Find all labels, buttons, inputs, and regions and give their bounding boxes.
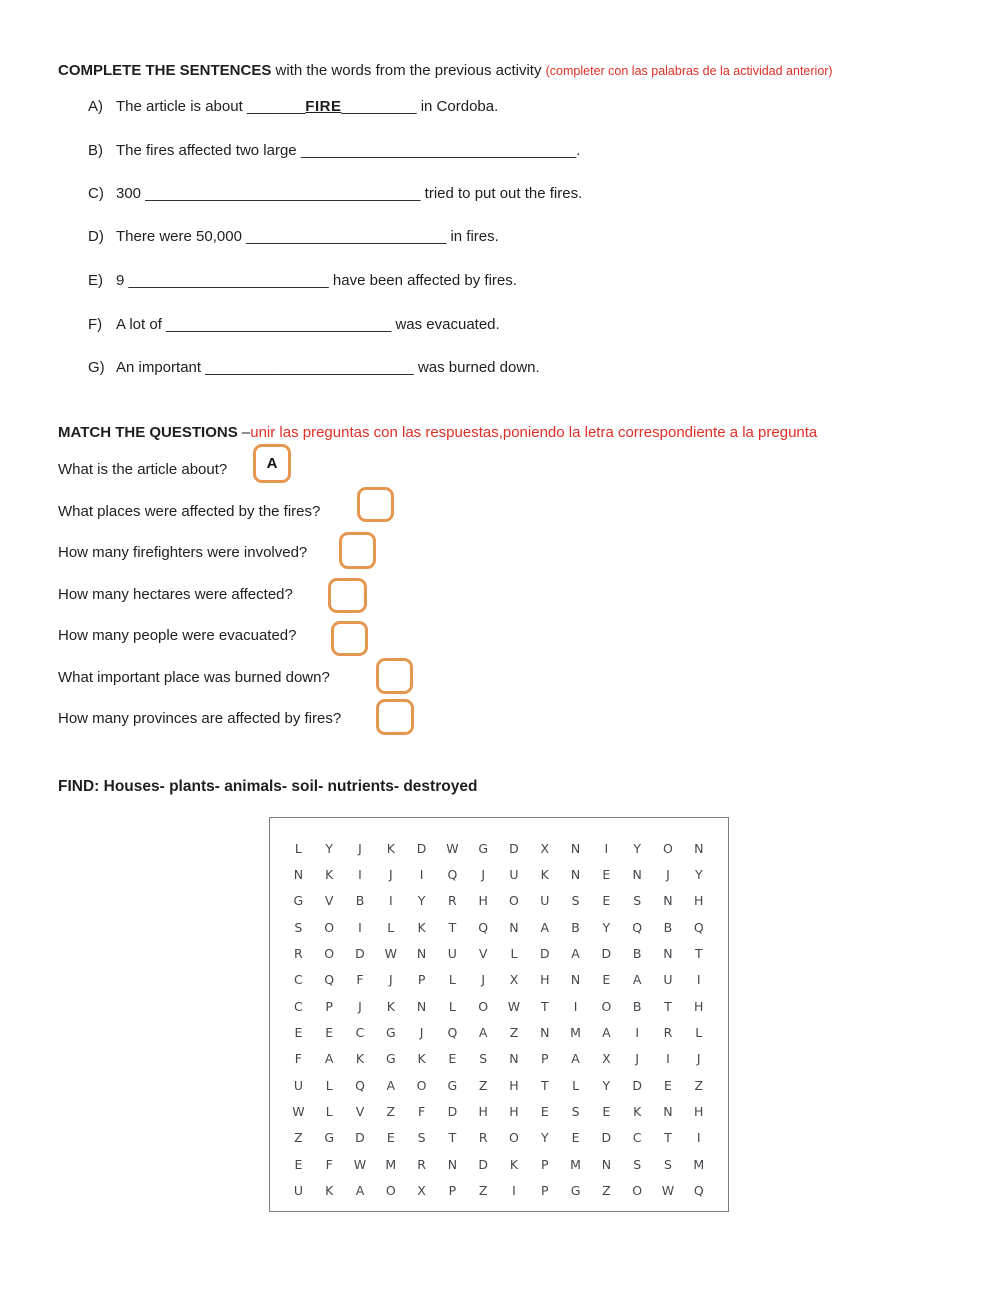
grid-cell[interactable]: S — [663, 1156, 672, 1172]
grid-cell[interactable]: E — [602, 893, 611, 909]
grid-cell[interactable]: Y — [417, 893, 426, 909]
item-text-before: There were 50,000 ________________________ — [116, 228, 447, 245]
answer-box-1[interactable] — [253, 444, 291, 483]
grid-cell[interactable]: R — [478, 1130, 488, 1146]
grid-cell[interactable]: O — [632, 1183, 643, 1199]
grid-cell[interactable]: Y — [602, 1077, 611, 1093]
grid-cell[interactable]: Y — [602, 919, 611, 935]
grid-cell[interactable]: O — [509, 893, 519, 909]
grid-cell[interactable]: T — [448, 919, 457, 935]
grid-cell[interactable]: T — [694, 946, 703, 962]
grid-cell[interactable]: I — [358, 919, 362, 935]
grid-cell[interactable]: Y — [633, 840, 641, 856]
question-text: How many firefighters were involved? — [58, 544, 308, 561]
grid-cell[interactable]: N — [416, 946, 427, 962]
item-text-before: The article is about _______ — [116, 98, 306, 115]
grid-cell[interactable]: S — [633, 893, 642, 909]
grid-cell[interactable]: W — [384, 946, 397, 962]
match-heading-spanish-note: unir las preguntas con las respuestas,poniendo la letra correspondiente a la pregunta — [250, 424, 818, 441]
grid-cell[interactable]: G — [478, 840, 489, 856]
grid-cell[interactable]: E — [386, 1130, 395, 1146]
grid-cell[interactable]: H — [509, 1104, 519, 1120]
grid-cell[interactable]: H — [694, 998, 704, 1014]
grid-cell[interactable]: X — [417, 1183, 426, 1199]
grid-cell[interactable]: J — [635, 1051, 639, 1067]
grid-cell[interactable]: Q — [693, 919, 704, 935]
grid-cell[interactable]: Q — [355, 1077, 365, 1093]
grid-cell[interactable]: F — [417, 1104, 426, 1120]
grid-cell[interactable]: Q — [632, 919, 643, 935]
grid-cell[interactable]: X — [509, 972, 519, 988]
grid-cell[interactable]: D — [478, 1156, 488, 1172]
item-text-after: in fires. — [446, 228, 499, 245]
grid-cell[interactable]: G — [570, 1183, 581, 1199]
grid-cell[interactable]: A — [632, 972, 642, 988]
question-5 — [58, 626, 296, 646]
grid-cell[interactable]: Y — [694, 867, 703, 883]
match-heading-bold: MATCH THE QUESTIONS — [58, 424, 242, 441]
grid-cell[interactable]: D — [355, 1130, 365, 1146]
question-4 — [58, 585, 293, 605]
complete-heading-bold: COMPLETE THE SENTENCES — [58, 62, 272, 79]
item-text-before: The fires affected two large _________________________________ — [116, 142, 577, 159]
item-letter: B) — [88, 142, 103, 159]
grid-cell[interactable]: E — [664, 1077, 672, 1093]
grid-cell[interactable]: I — [419, 867, 424, 883]
grid-cell[interactable]: X — [540, 840, 550, 856]
grid-cell[interactable]: G — [293, 893, 304, 909]
item-text-after: was burned down. — [413, 359, 540, 376]
item-letter: D) — [88, 228, 104, 245]
question-3 — [58, 543, 307, 563]
grid-cell[interactable]: T — [540, 998, 549, 1014]
grid-cell[interactable]: E — [294, 1156, 303, 1172]
complete-heading-rest: with the words from the previous activity — [271, 62, 546, 79]
grid-cell[interactable]: U — [663, 972, 673, 988]
grid-cell[interactable]: U — [447, 946, 457, 962]
grid-cell[interactable]: B — [355, 893, 365, 909]
wordsearch-box — [269, 817, 729, 1212]
grid-cell[interactable]: Q — [447, 867, 458, 883]
grid-cell[interactable]: Z — [478, 1183, 488, 1199]
answer-box-2[interactable] — [357, 487, 394, 522]
grid-cell[interactable]: K — [633, 1104, 642, 1120]
item-text-after: . — [576, 142, 581, 159]
grid-cell[interactable]: P — [541, 1051, 549, 1067]
sentence-item-e — [88, 271, 517, 291]
grid-cell[interactable]: N — [601, 1156, 612, 1172]
grid-cell[interactable]: W — [661, 1183, 675, 1199]
grid-cell[interactable]: S — [571, 893, 580, 909]
item-text-after: was evacuated. — [391, 316, 500, 333]
question-text: How many people were evacuated? — [58, 627, 297, 644]
grid-cell[interactable]: Z — [386, 1104, 396, 1120]
grid-cell[interactable]: R — [294, 946, 303, 962]
grid-cell[interactable]: Y — [540, 1130, 549, 1146]
grid-cell[interactable]: T — [540, 1077, 549, 1093]
grid-cell[interactable]: D — [632, 1077, 642, 1093]
grid-cell[interactable]: K — [540, 867, 549, 883]
grid-cell[interactable]: K — [355, 1051, 365, 1067]
grid-cell[interactable]: L — [448, 972, 456, 988]
sentence-item-b — [88, 141, 580, 161]
grid-cell[interactable]: J — [419, 1025, 424, 1041]
sentence-item-d — [88, 227, 499, 247]
grid-cell[interactable]: Z — [478, 1077, 488, 1093]
grid-cell[interactable]: K — [417, 1051, 426, 1067]
grid-cell[interactable]: G — [324, 1130, 335, 1146]
grid-cell[interactable]: X — [602, 1051, 611, 1067]
grid-cell[interactable]: C — [294, 972, 303, 988]
grid-cell[interactable]: J — [388, 972, 393, 988]
grid-cell[interactable]: L — [325, 1104, 333, 1120]
grid-cell[interactable]: L — [695, 1025, 703, 1041]
grid-cell[interactable]: V — [324, 893, 334, 909]
question-text: How many hectares were affected? — [58, 586, 293, 603]
grid-cell[interactable]: J — [696, 1051, 701, 1067]
grid-cell[interactable]: D — [355, 946, 365, 962]
grid-cell[interactable]: H — [478, 1104, 488, 1120]
grid-cell[interactable]: M — [570, 1156, 581, 1172]
item-text-before: An important _________________________ — [116, 359, 414, 376]
grid-cell[interactable]: E — [602, 1104, 611, 1120]
grid-cell[interactable]: K — [386, 998, 395, 1014]
grid-cell[interactable]: Z — [694, 1077, 704, 1093]
grid-cell[interactable]: N — [447, 1156, 458, 1172]
grid-cell[interactable]: H — [540, 972, 550, 988]
answer-box-7[interactable] — [376, 699, 414, 735]
grid-cell[interactable]: I — [696, 972, 701, 988]
grid-cell[interactable]: R — [663, 1025, 673, 1041]
grid-cell[interactable]: J — [666, 867, 670, 883]
grid-cell[interactable]: T — [448, 1130, 457, 1146]
complete-sentences-heading — [58, 61, 833, 81]
grid-cell[interactable]: J — [388, 867, 393, 883]
grid-cell[interactable]: Q — [693, 1183, 704, 1199]
grid-cell[interactable]: A — [386, 1077, 396, 1093]
grid-cell[interactable]: M — [385, 1156, 397, 1172]
wordsearch-grid[interactable] — [283, 835, 714, 1204]
item-text-before: 300 _________________________________ — [116, 185, 421, 202]
question-7 — [58, 709, 341, 729]
grid-cell[interactable]: K — [325, 867, 334, 883]
item-text-before: 9 ________________________ — [116, 272, 329, 289]
grid-cell[interactable]: N — [293, 867, 304, 883]
grid-cell[interactable]: S — [571, 1104, 580, 1120]
sentence-item-a — [88, 97, 498, 117]
grid-cell[interactable]: I — [666, 1051, 670, 1067]
grid-cell[interactable]: I — [512, 1183, 516, 1199]
grid-cell[interactable]: E — [540, 1104, 549, 1120]
grid-cell[interactable]: N — [663, 946, 673, 962]
answer-box-letter: A — [266, 455, 278, 472]
grid-cell[interactable]: I — [573, 998, 578, 1014]
sentence-item-g — [88, 358, 540, 378]
grid-cell[interactable]: O — [663, 840, 673, 856]
item-letter: C) — [88, 185, 104, 202]
grid-cell[interactable]: I — [358, 867, 362, 883]
grid-cell[interactable]: B — [632, 998, 642, 1014]
question-1 — [58, 460, 227, 480]
grid-cell[interactable]: S — [479, 1051, 488, 1067]
grid-cell[interactable]: L — [294, 840, 302, 856]
grid-cell[interactable]: E — [294, 1025, 303, 1041]
grid-cell[interactable]: A — [540, 919, 550, 935]
grid-cell[interactable]: V — [478, 946, 488, 962]
grid-cell[interactable]: S — [294, 919, 303, 935]
grid-cell[interactable]: Y — [325, 840, 334, 856]
item-letter: G) — [88, 359, 105, 376]
grid-cell[interactable]: Z — [509, 1025, 519, 1041]
grid-cell[interactable]: J — [481, 972, 486, 988]
grid-cell[interactable]: N — [694, 840, 704, 856]
grid-cell[interactable]: E — [325, 1025, 334, 1041]
grid-cell[interactable]: O — [324, 919, 335, 935]
answer-box-6[interactable] — [376, 658, 413, 694]
grid-cell[interactable]: D — [509, 840, 519, 856]
find-words-heading — [58, 777, 477, 797]
grid-cell[interactable]: P — [448, 1183, 457, 1199]
grid-cell[interactable]: K — [417, 919, 426, 935]
grid-cell[interactable]: N — [509, 919, 519, 935]
grid-cell[interactable]: D — [601, 946, 612, 962]
item-letter: F) — [88, 316, 103, 333]
grid-cell[interactable]: E — [571, 1130, 580, 1146]
grid-cell[interactable]: G — [385, 1025, 396, 1041]
sentence-item-c — [88, 184, 582, 204]
grid-cell[interactable]: K — [325, 1183, 334, 1199]
grid-cell[interactable]: V — [355, 1104, 365, 1120]
grid-cell[interactable]: L — [325, 1077, 333, 1093]
grid-cell[interactable]: B — [571, 919, 580, 935]
grid-cell[interactable]: J — [358, 998, 362, 1014]
grid-cell[interactable]: D — [601, 1130, 612, 1146]
find-heading-text: FIND: Houses- plants- animals- soil- nutrients- destroyed — [58, 778, 478, 795]
grid-cell[interactable]: D — [539, 946, 550, 962]
grid-cell[interactable]: G — [447, 1077, 458, 1093]
complete-heading-spanish-note: (completer con las palabras de la actividad anterior) — [545, 64, 833, 78]
grid-cell[interactable]: N — [570, 972, 581, 988]
grid-cell[interactable]: J — [358, 840, 362, 856]
question-text: What is the article about? — [58, 461, 228, 478]
grid-cell[interactable]: E — [602, 972, 611, 988]
grid-cell[interactable]: A — [571, 1051, 580, 1067]
grid-cell[interactable]: N — [663, 1104, 673, 1120]
item-letter: E) — [88, 272, 103, 289]
grid-cell[interactable]: W — [292, 1104, 305, 1120]
grid-cell[interactable]: U — [509, 867, 519, 883]
grid-cell[interactable]: L — [387, 919, 395, 935]
grid-cell[interactable]: A — [602, 1025, 611, 1041]
grid-cell[interactable]: N — [540, 1025, 550, 1041]
grid-cell[interactable]: U — [540, 893, 550, 909]
grid-cell[interactable]: M — [570, 1025, 581, 1041]
question-text: What places were affected by the fires? — [58, 503, 321, 520]
grid-cell[interactable]: E — [602, 867, 611, 883]
grid-cell[interactable]: B — [632, 946, 642, 962]
grid-cell[interactable]: U — [293, 1077, 303, 1093]
fire-answer-field[interactable]: FIRE — [305, 98, 342, 115]
grid-cell[interactable]: S — [417, 1130, 426, 1146]
grid-cell[interactable]: C — [294, 998, 303, 1014]
grid-cell[interactable]: H — [478, 893, 488, 909]
match-heading-dash: – — [241, 424, 251, 441]
grid-cell[interactable]: N — [570, 840, 581, 856]
sentence-item-f — [88, 315, 500, 335]
grid-cell[interactable]: E — [448, 1051, 457, 1067]
item-text-after: have been affected by fires. — [328, 272, 517, 289]
grid-cell[interactable]: K — [509, 1156, 519, 1172]
grid-cell[interactable]: L — [572, 1077, 580, 1093]
grid-cell[interactable]: O — [478, 998, 489, 1014]
question-text: How many provinces are affected by fires? — [58, 710, 342, 727]
grid-cell[interactable]: O — [324, 946, 335, 962]
grid-cell[interactable]: I — [635, 1025, 639, 1041]
grid-cell[interactable]: H — [509, 1077, 519, 1093]
grid-cell[interactable]: I — [604, 840, 609, 856]
grid-cell[interactable]: N — [663, 893, 673, 909]
grid-cell[interactable]: O — [385, 1183, 396, 1199]
grid-cell[interactable]: Z — [294, 1130, 303, 1146]
grid-cell[interactable]: A — [478, 1025, 488, 1041]
grid-cell[interactable]: I — [388, 893, 393, 909]
grid-cell[interactable]: A — [355, 1183, 365, 1199]
grid-cell[interactable]: Z — [602, 1183, 611, 1199]
grid-cell[interactable]: Q — [324, 972, 335, 988]
grid-cell[interactable]: H — [694, 893, 704, 909]
grid-cell[interactable]: T — [664, 1130, 672, 1146]
grid-cell[interactable]: Q — [478, 919, 489, 935]
grid-cell[interactable]: R — [417, 1156, 426, 1172]
grid-cell[interactable]: L — [510, 946, 518, 962]
answer-box-5[interactable] — [331, 621, 368, 656]
grid-cell[interactable]: H — [694, 1104, 704, 1120]
grid-cell[interactable]: L — [448, 998, 456, 1014]
item-text-after: _________ in Cordoba. — [341, 98, 499, 115]
item-text-before: A lot of ___________________________ — [116, 316, 392, 333]
grid-cell[interactable]: F — [294, 1051, 302, 1067]
grid-cell[interactable]: D — [416, 840, 427, 856]
answer-box-4[interactable] — [328, 578, 367, 613]
answer-box-3[interactable] — [339, 532, 376, 569]
grid-cell[interactable]: P — [325, 998, 333, 1014]
grid-cell[interactable]: P — [417, 972, 426, 988]
grid-cell[interactable]: C — [632, 1130, 642, 1146]
grid-cell[interactable]: K — [386, 840, 395, 856]
grid-cell[interactable]: W — [353, 1156, 367, 1172]
question-2 — [58, 502, 320, 522]
grid-cell[interactable]: P — [541, 1156, 549, 1172]
item-text-after: tried to put out the fires. — [420, 185, 583, 202]
grid-cell[interactable]: W — [446, 840, 459, 856]
grid-cell[interactable]: W — [507, 998, 521, 1014]
question-6 — [58, 668, 330, 688]
grid-cell[interactable]: F — [356, 972, 364, 988]
grid-cell[interactable]: A — [571, 946, 580, 962]
grid-cell[interactable]: N — [509, 1051, 519, 1067]
grid-cell[interactable]: M — [693, 1156, 705, 1172]
grid-cell[interactable]: S — [633, 1156, 642, 1172]
item-letter: A) — [88, 98, 103, 115]
grid-cell[interactable]: O — [509, 1130, 519, 1146]
grid-cell[interactable]: F — [325, 1156, 333, 1172]
grid-cell[interactable]: G — [385, 1051, 396, 1067]
question-text: What important place was burned down? — [58, 669, 330, 686]
grid-cell[interactable]: O — [601, 998, 612, 1014]
match-questions-heading — [58, 423, 817, 443]
grid-cell[interactable]: N — [632, 867, 642, 883]
grid-cell[interactable]: T — [664, 998, 672, 1014]
grid-cell[interactable]: P — [541, 1183, 549, 1199]
grid-cell[interactable]: I — [696, 1130, 701, 1146]
grid-cell[interactable]: R — [448, 893, 457, 909]
grid-cell[interactable]: D — [447, 1104, 458, 1120]
grid-cell[interactable]: O — [416, 1077, 427, 1093]
grid-cell[interactable]: A — [324, 1051, 334, 1067]
grid-cell[interactable]: N — [570, 867, 581, 883]
grid-cell[interactable]: Q — [447, 1025, 458, 1041]
grid-cell[interactable]: J — [481, 867, 486, 883]
grid-cell[interactable]: U — [293, 1183, 303, 1199]
grid-cell[interactable]: C — [355, 1025, 365, 1041]
grid-cell[interactable]: N — [416, 998, 427, 1014]
grid-cell[interactable]: B — [663, 919, 673, 935]
